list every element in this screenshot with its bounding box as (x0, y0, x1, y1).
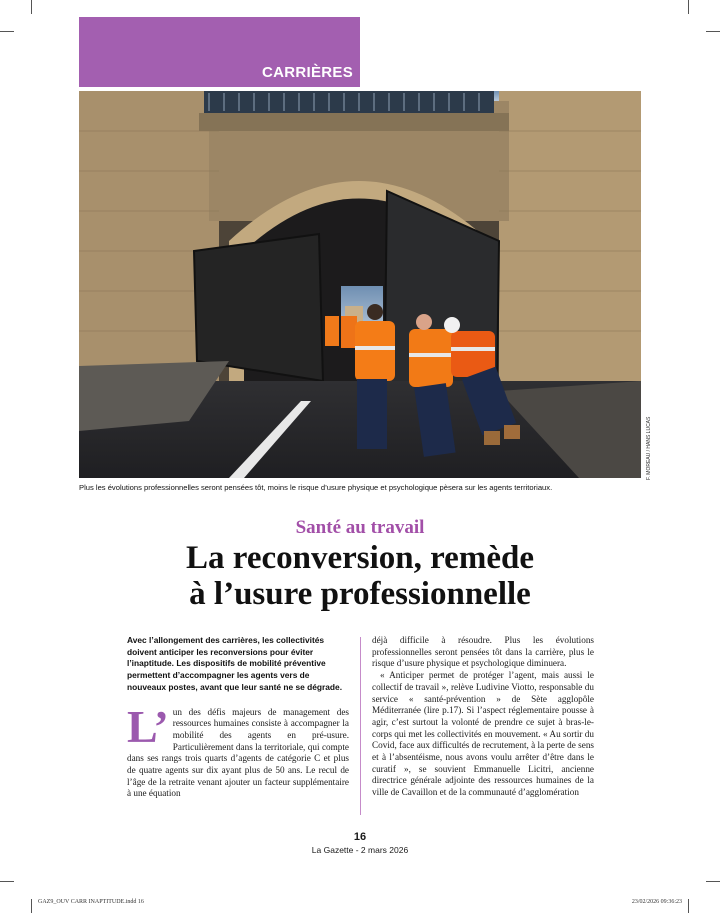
crop-mark-tr-v (688, 0, 689, 14)
crop-mark-bl-h (0, 881, 14, 882)
article-column-1 (127, 635, 349, 800)
article-column-2 (372, 635, 594, 799)
article-photo (79, 91, 641, 478)
photo-workers-closing-gate-icon (79, 91, 641, 478)
article-body-paragraph: déjà difficile à résoudre. Plus les évolutions professionnelles seront pensées tôt dans la carrière, plus le risque d’usure physique et psychologique diminuera. (372, 635, 594, 669)
article-lead: Avec l’allongement des carrières, les collectivités doivent anticiper les reconversions pour éviter l’inaptitude. Les dispositifs de mobilité préventive permettent d’accompagner les agents vers de nouveaux postes, avant que leur santé ne se dégrade. (127, 635, 343, 692)
article-title-line2: à l’usure professionnelle (189, 576, 531, 612)
crop-mark-tl-h (0, 31, 14, 32)
photo-credit: F. MOREAU / HANS LUCAS (646, 416, 652, 480)
column-divider (360, 637, 361, 815)
page-number: 16 (353, 831, 367, 843)
article-body-paragraph: un des défis majeurs de management des ressources humaines consiste à accompagner la mobilité des agents en pré-usure. Particulièrement dans la territoriale, qui compte dans ses rangs trois quarts d’agents de catégorie C et plus de quatre agents sur dix ayant plus de 50 ans. Le recul de l’âge de la retraite venant ajouter un facteur supplémentaire à une équation (127, 706, 349, 799)
photo-caption: Plus les évolutions professionnelles seront pensées tôt, moins le risque d’usure physique et psychologique pèsera sur les agents territoriaux. (79, 483, 553, 492)
crop-mark-br-h (706, 881, 720, 882)
article-kicker: Santé au travail (295, 517, 425, 538)
rubric-underline (79, 86, 360, 87)
drop-cap: L’ (127, 700, 169, 752)
article-title-line1: La reconversion, remède (186, 540, 534, 576)
issue-line: La Gazette - 2 mars 2026 (311, 845, 409, 855)
crop-mark-tr-h (706, 31, 720, 32)
print-slug-file: GAZ9_OUV CARR INAPTITUDE.indd 16 (38, 899, 144, 905)
crop-mark-bl-v (31, 899, 32, 913)
section-label: CARRIÈRES (261, 64, 353, 81)
crop-mark-br-v (688, 899, 689, 913)
print-slug-date: 23/02/2026 09:36:23 (631, 899, 682, 905)
article-body-paragraph: « Anticiper permet de protéger l’agent, mais aussi le collectif de travail », relève Ludivine Viotto, responsable du service « santé-prévention » de Sète agglopôle Méditerranée (lire p.17). Si l’aspect réglementaire pousse à agir, c’est surtout la volonté de prendre ce sujet à bras-le-corps qui met les collectivités en mouvement. « Au sortir du Covid, face aux difficultés de recrutement, à la perte de sens et à l’absentéisme, nous avons voulu arrêter d’être dans le curatif », se souvient Emmanuelle Licitri, ancienne directrice générale adjointe des ressources humaines de la ville de Cavaillon et de la communauté d’agglomération (372, 670, 594, 798)
crop-mark-tl-v (31, 0, 32, 14)
article-title (100, 540, 620, 612)
section-rubric (79, 17, 360, 87)
